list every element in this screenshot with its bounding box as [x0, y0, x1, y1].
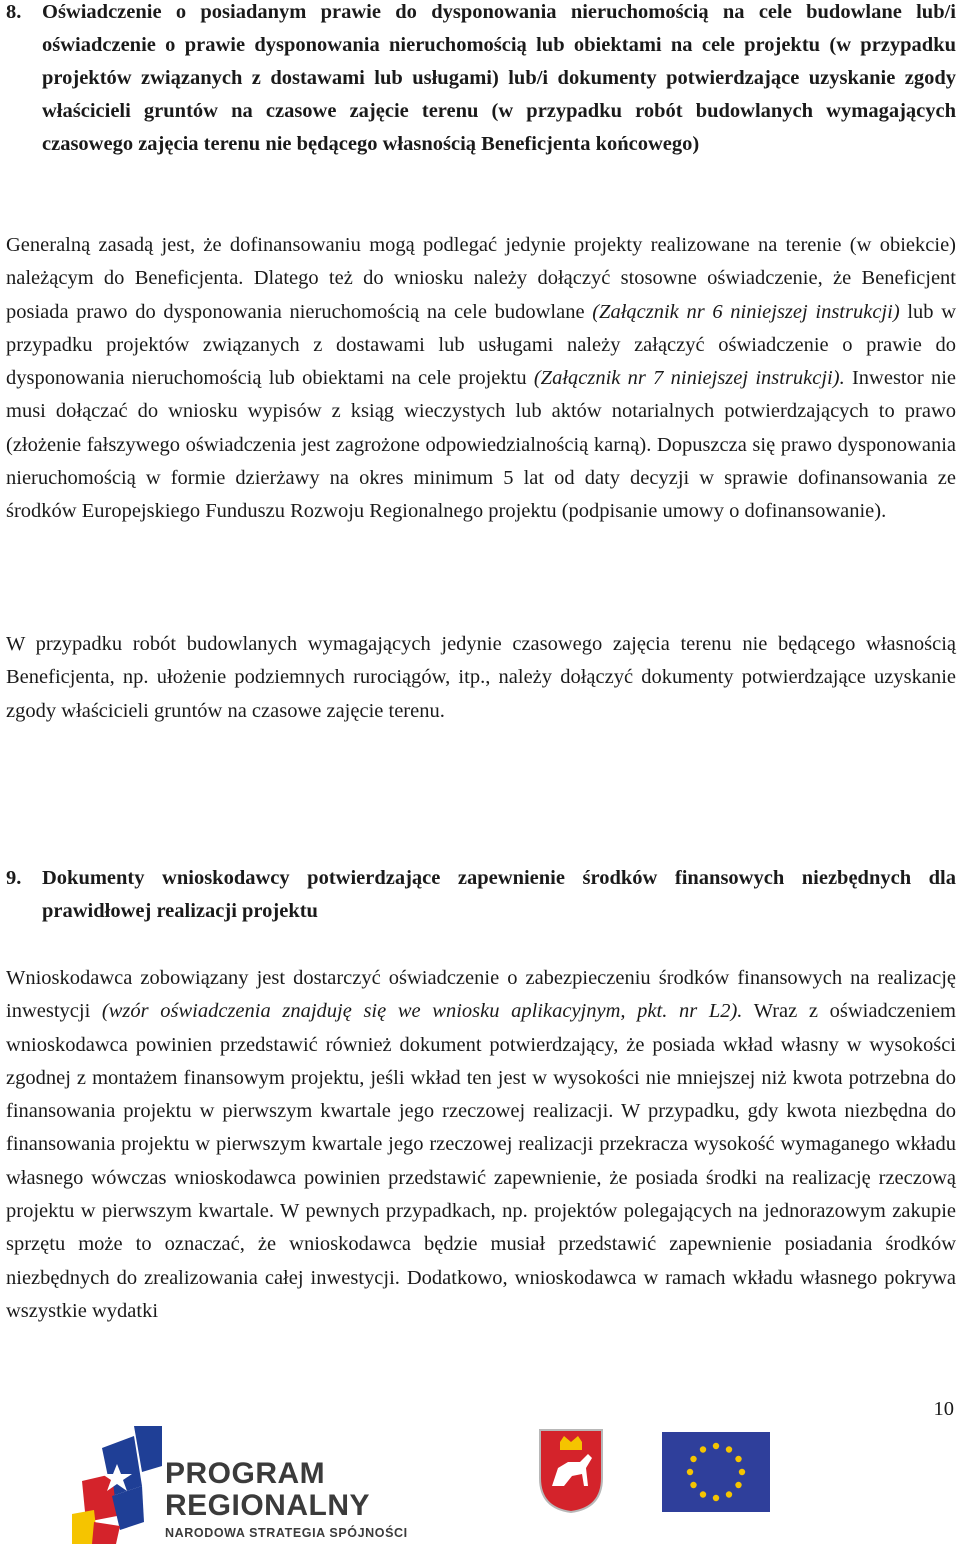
page-number: 10 [933, 1398, 954, 1420]
section-8-heading [6, 0, 956, 161]
footer-logos [0, 1418, 960, 1553]
section-8-paragraph-1 [6, 229, 956, 529]
program-name: PROGRAM REGIONALNY [165, 1457, 371, 1522]
program-regionalny-wordmark [165, 1458, 505, 1540]
section-9-title: Dokumenty wnioskodawcy potwierdzające zapewnienie środków finansowych niezbędnych dla prawidłowej realizacji projektu [42, 867, 956, 922]
eu-flag-icon [662, 1432, 770, 1512]
section-9-paragraph [6, 962, 956, 1328]
section-9-heading [6, 862, 956, 928]
text-run: lub w przypadku projektów związanych z dostawami lub usługami należy załączyć oświadczenie o prawie do dysponowania nieruchomością lub obiektami na cele projektu [6, 300, 956, 390]
text-run: Wnioskodawca zobowiązany jest dostarczyć oświadczenie o zabezpieczeniu środków finansowych na realizację inwestycji [6, 967, 956, 1023]
form-reference: (wzór oświadczenia znajduję się we wniosku aplikacyjnym, pkt. nr L2). [101, 1000, 743, 1023]
text-run: Generalną zasadą jest, że dofinansowaniu mogą podlegać jedynie projekty realizowane na terenie (w obiekcie) należącym do Beneficjenta. Dlatego też do wniosku należy dołączyć stosowne oświadczenie, że Beneficjent posiada prawo do dysponowania nieruchomością na cele budowlane [6, 234, 956, 323]
attachment-6-reference: (Załącznik nr 6 niniejszej instrukcji) [592, 300, 900, 323]
section-8-paragraph-2: W przypadku robót budowlanych wymagających jedynie czasowego zajęcia terenu nie będącego własnością Beneficjenta, np. ułożenie podziemnych rurociągów, itp., należy dołączyć dokumenty potwierdzające uzyskanie zgody właścicieli gruntów na czasowe zajęcie terenu. [6, 633, 956, 722]
attachment-7-reference: (Załącznik nr 7 niniejszej instrukcji). [533, 367, 845, 390]
program-subtitle: NARODOWA STRATEGIA SPÓJNOŚCI [165, 1526, 408, 1540]
section-9-number: 9. [6, 867, 22, 889]
section-8-number: 8. [6, 1, 22, 23]
text-run: Inwestor nie musi dołączać do wniosku wypisów z ksiąg wieczystych lub aktów notarialnych potwierdzających to prawo (złożenie fałszywego oświadczenia jest zagrożone odpowiedzialnością karną). Dopuszcza się prawo dysponowania nieruchomością w formie dzierżawy na okres minimum 5 lat od daty decyzji w sprawie dofinansowania ze środków Europejskiego Funduszu Rozwoju Regionalnego projektu (podpisanie umowy o dofinansowanie). [6, 367, 957, 523]
program-regionalny-star-logo-icon [72, 1426, 162, 1544]
text-run: Wraz z oświadczeniem wnioskodawca powinien przedstawić również dokument potwierdzający, że posiada wkład własny w wysokości zgodnej z montażem finansowym projektu, jeśli wkład ten jest w wysokości nie mniejszej niż kwota potrzebna do finansowania projektu w pierwszym kwartale jego rzeczowej realizacji. W przypadku, gdy kwota niezbędna do finansowania projektu w pierwszym kwartale jego rzeczowej realizacji przekracza wysokość wymaganego wkładu własnego wówczas wnioskodawca powinien przedstawić zapewnienie, że posiada środki na realizację rzeczową projektu w pierwszym kwartale. W pewnych przypadkach, np. projektów polegających na jednorazowym zakupie sprzętu może to oznaczać, że wnioskodawca będzie musiał przedstawić zapewnienie posiadania środków niezbędnych do zrealizowania całej inwestycji. Dodatkowo, wnioskodawca w ramach wkładu własnego pokrywa wszystkie wydatki [6, 1000, 956, 1322]
lubelskie-coat-of-arms-icon [538, 1428, 604, 1514]
section-8-title: Oświadczenie o posiadanym prawie do dysponowania nieruchomością na cele budowlane lub/i oświadczenie o prawie dysponowania nieruchomością lub obiektami na cele projektu (w przypadku projektów związanych z dostawami lub usługami) lub/i dokumenty potwierdzające uzyskanie zgody właścicieli gruntów na czasowe zajęcie terenu (w przypadku robót budowlanych wymagających czasowego zajęcia terenu nie będącego własnością Beneficjenta końcowego) [42, 1, 956, 155]
